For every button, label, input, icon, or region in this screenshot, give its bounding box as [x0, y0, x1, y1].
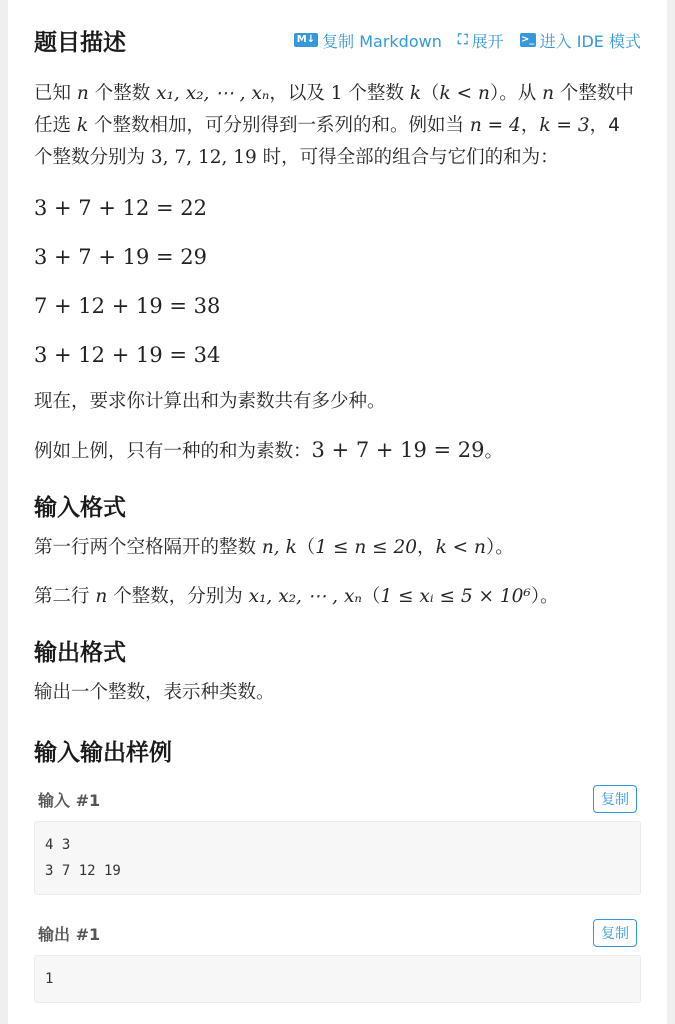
- equation: 3 + 7 + 19 = 29: [34, 245, 208, 269]
- sample-input-code: 4 3 3 7 12 19: [34, 821, 641, 895]
- description-question: 现在，要求你计算出和为素数共有多少种。: [34, 391, 386, 412]
- sample-output-header: [34, 919, 641, 947]
- input-format-line-1: 第一行两个空格隔开的整数 n, k（1 ≤ n ≤ 20，k < n）。: [34, 537, 514, 558]
- output-format-title: 输出格式: [34, 639, 126, 666]
- sample-input-header: [34, 785, 641, 813]
- terminal-icon: >_: [520, 34, 535, 45]
- copy-input-button[interactable]: 复制: [593, 785, 637, 813]
- header-actions: [294, 29, 641, 52]
- input-format-header: [34, 478, 641, 532]
- expand-button[interactable]: ⛶ 展开: [457, 31, 504, 51]
- equation: 7 + 12 + 19 = 38: [34, 294, 221, 318]
- ide-mode-button[interactable]: >_ 进入 IDE 模式: [520, 31, 641, 51]
- sample-output-code: 1: [34, 955, 641, 1003]
- samples-title: 输入输出样例: [34, 739, 172, 766]
- problem-header: [34, 0, 641, 78]
- equation: 3 + 7 + 12 = 22: [34, 196, 208, 220]
- copy-markdown-button[interactable]: M↓ 复制 Markdown: [294, 29, 442, 52]
- description-title: 题目描述: [34, 29, 126, 56]
- equation: 3 + 12 + 19 = 34: [34, 343, 221, 367]
- problem-card: [8, 0, 667, 1024]
- copy-output-button[interactable]: 复制: [593, 919, 637, 947]
- samples-header: [34, 723, 641, 777]
- equation-list: [34, 184, 641, 380]
- output-format-header: [34, 623, 641, 677]
- sample-input-label: 输入 #1: [38, 790, 101, 810]
- description-example: 例如上例，只有一种的和为素数：3 + 7 + 19 = 29。: [34, 438, 504, 462]
- sample-output-label: 输出 #1: [38, 924, 101, 944]
- description-paragraph: 已知 n 个整数 x₁, x₂, ⋯ , xₙ，以及 1 个整数 k（k < n）。从 n 个整数中任选 k 个整数相加，可分别得到一系列的和。例如当 n = 4，k = 3，4 个整数分别为 3, 7, 12, 19 时，可得全部的组合与它们的和为：: [34, 83, 634, 168]
- input-format-title: 输入格式: [34, 494, 126, 521]
- input-format-line-2: 第二行 n 个整数，分别为 x₁, x₂, ⋯ , xₙ（1 ≤ xᵢ ≤ 5 × 10⁶）。: [34, 586, 559, 607]
- markdown-icon: M↓: [294, 33, 318, 47]
- expand-icon: ⛶: [457, 32, 468, 48]
- output-format-text: 输出一个整数，表示种类数。: [34, 682, 275, 703]
